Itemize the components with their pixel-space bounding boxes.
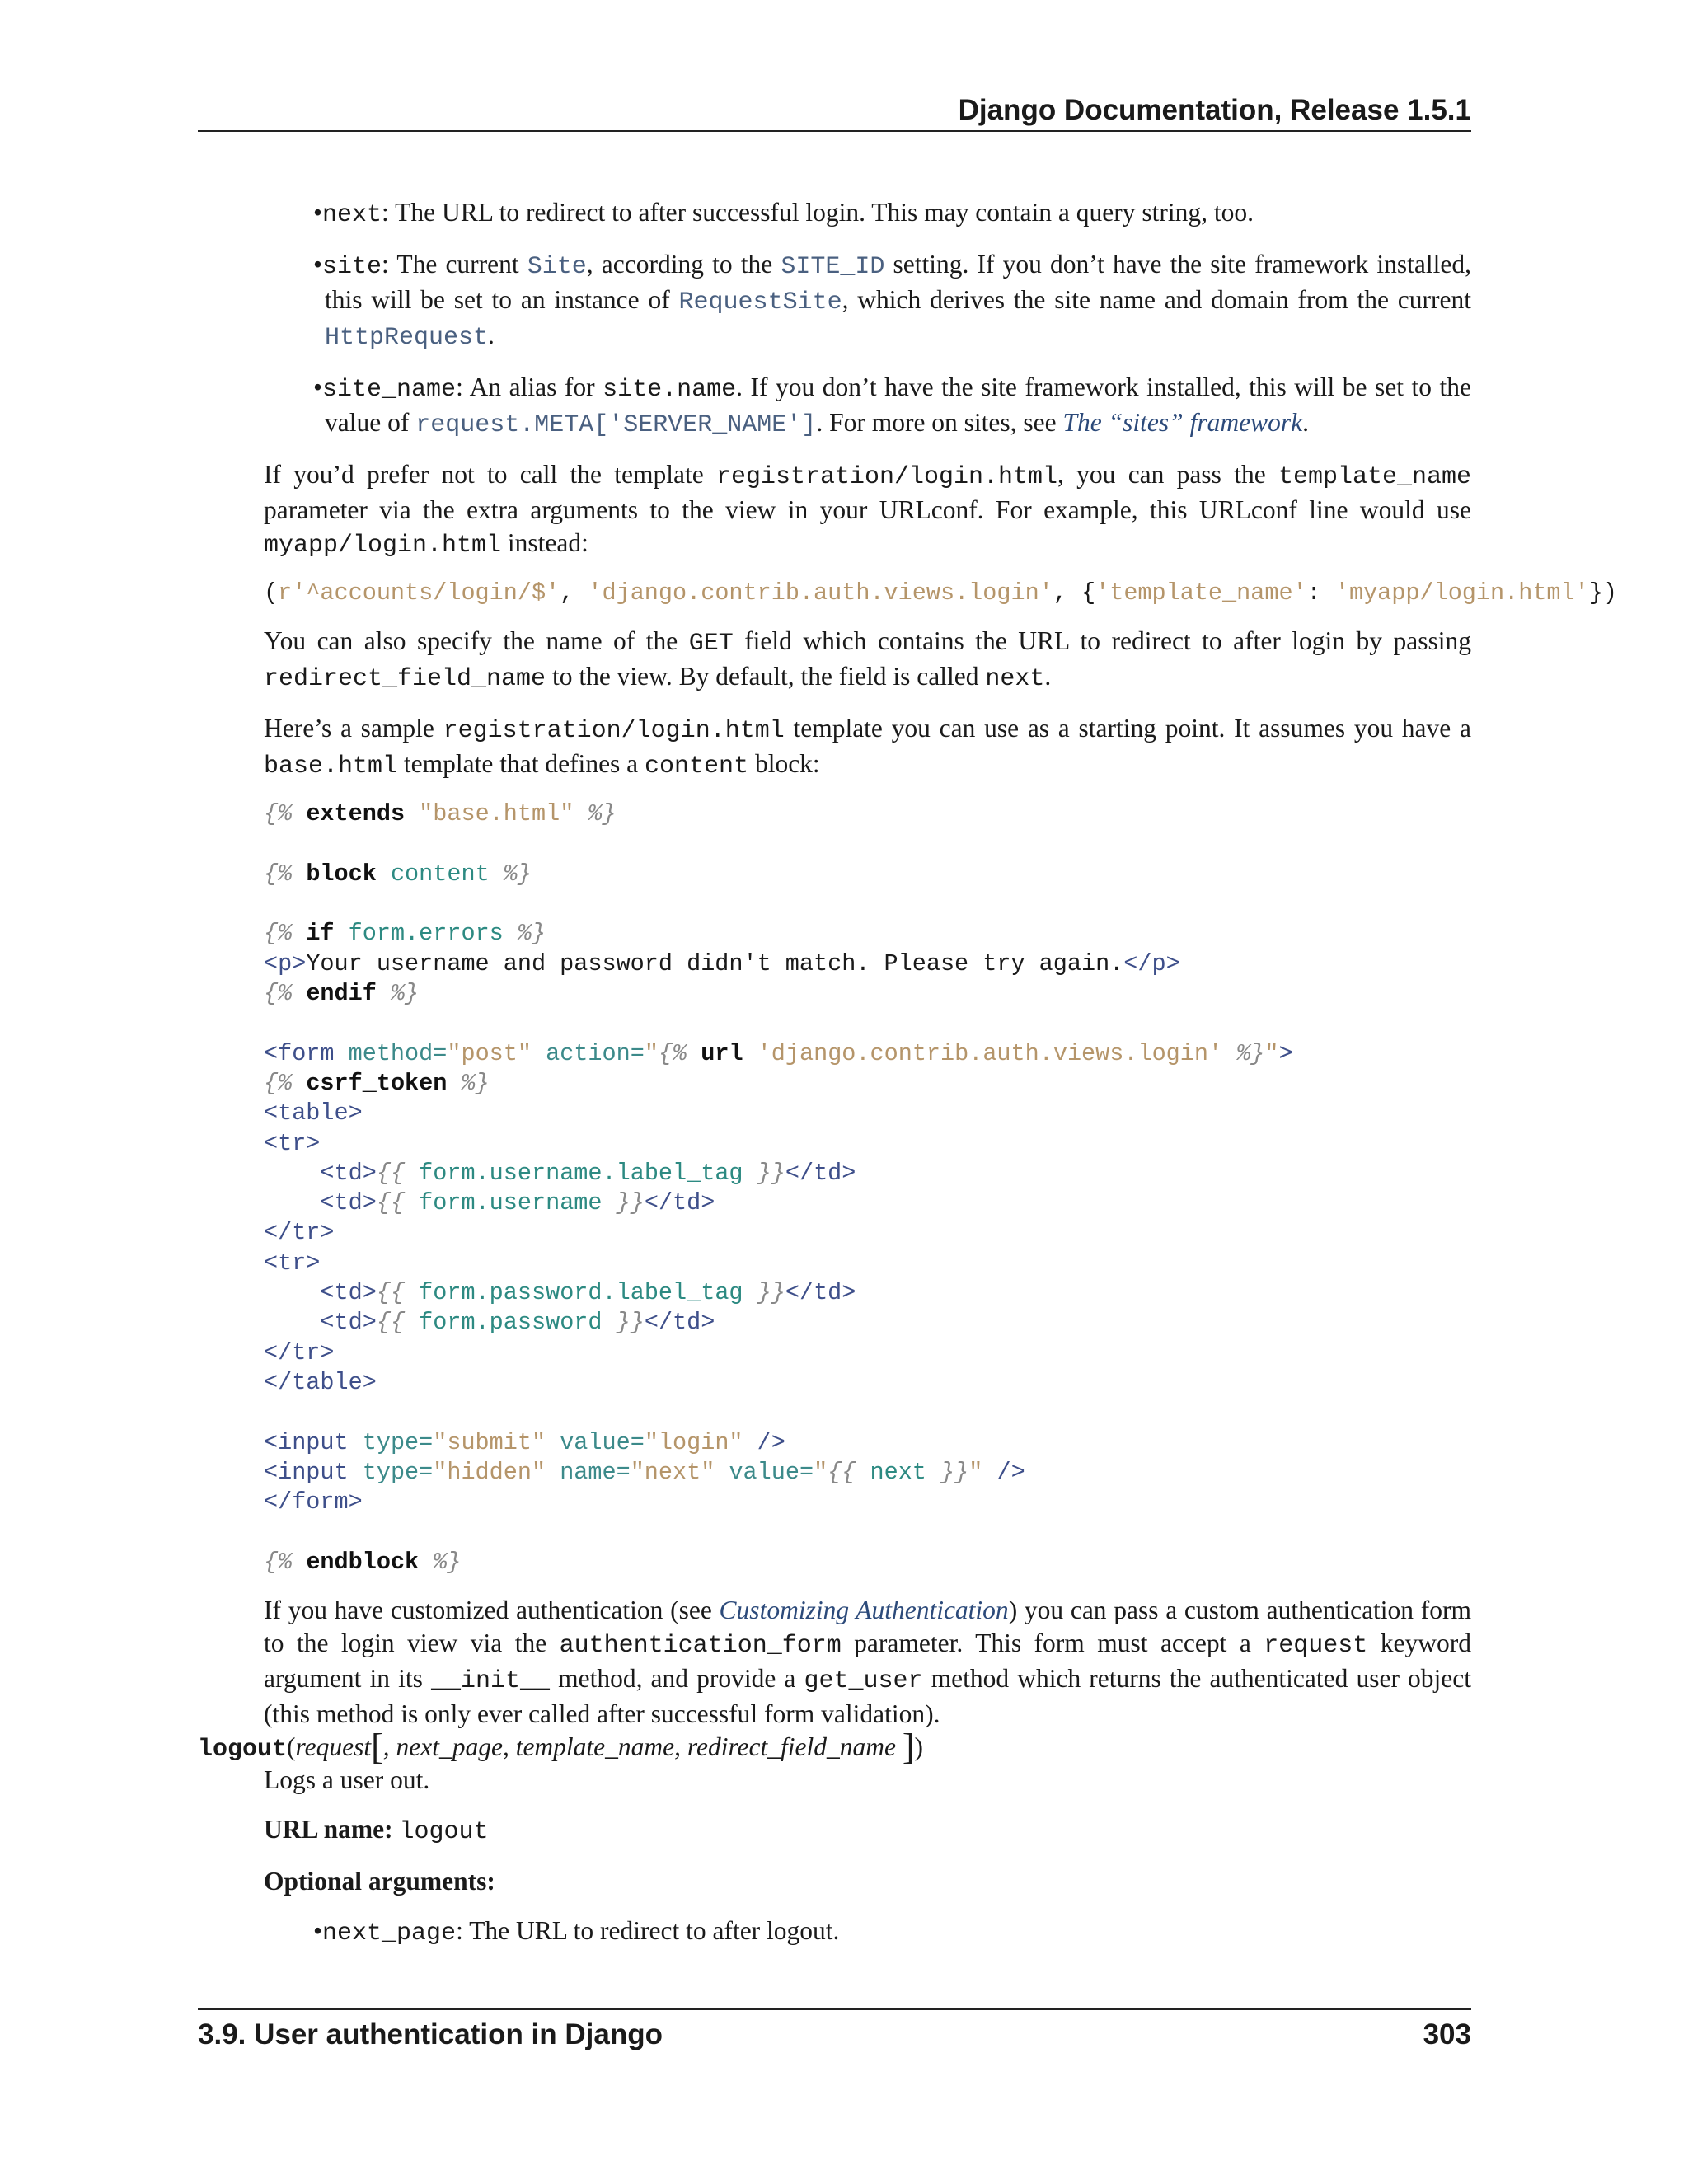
logout-signature: logout(request[, next_page, template_name, redirect_field_name ]) <box>198 1727 924 1767</box>
footer-page-number: 303 <box>1423 2018 1471 2050</box>
running-header: Django Documentation, Release 1.5.1 <box>198 91 1471 132</box>
paragraph-template-name: If you’d prefer not to call the template registration/login.html, you can pass the template_name parameter via the extra arguments to the view in your URLconf. For example, this URLconf line would use myapp/login.html instead: <box>264 460 1471 560</box>
paragraph-redirect-field: You can also specify the name of the GET field which contains the URL to redirect to after login by passing redirect_field_name to the view. By default, the field is called next. <box>264 626 1471 694</box>
paragraph-custom-auth: If you have customized authentication (see Customizing Authentication) you can pass a custom authentication form to the login view via the authentication_form parameter. This form must accept a request keyword argument in its __init__ method, and provide a get_user method which returns the authenticated user object (this method is only ever called after successful form validation). <box>264 1596 1472 1729</box>
logout-optional-label: Optional arguments: <box>264 1867 495 1896</box>
running-footer <box>198 2008 1471 2050</box>
link-httprequest[interactable]: HttpRequest <box>325 324 489 352</box>
paragraph-sample-template: Here’s a sample registration/login.html template you can use as a starting point. It assumes you have a base.html template that defines a content block: <box>264 714 1471 781</box>
code-urlconf: (r'^accounts/login/$', 'django.contrib.auth.views.login', {'template_name': 'myapp/login.html'}) <box>264 579 1617 607</box>
bullet-next: •next: The URL to redirect to after successful login. This may contain a query string, too. <box>313 198 1254 229</box>
link-customizing-authentication[interactable]: Customizing Authentication <box>719 1596 1009 1625</box>
page-body <box>264 196 1617 1747</box>
link-request-meta[interactable]: request.META['SERVER_NAME'] <box>415 411 817 439</box>
logout-body <box>264 1764 1471 1966</box>
bullet-site-name: •site_name: An alias for site.name. If you don’t have the site framework installed, this will be set to the value of request.META['SERVER_NAME']. For more on sites, see The “sites” framework. <box>313 373 1471 439</box>
link-sites-framework[interactable]: The “sites” framework <box>1062 408 1303 437</box>
bullet-site: •site: The current Site, according to the SITE_ID setting. If you don’t have the site framework installed, this will be set to an instance of RequestSite, which derives the site name and domain from the current HttpRequest. <box>313 250 1471 352</box>
logout-description: Logs a user out. <box>264 1765 430 1794</box>
link-site[interactable]: Site <box>527 253 587 281</box>
footer-section: 3.9. User authentication in Django <box>198 2018 663 2050</box>
code-login-template: {% extends "base.html" %} {% block content %} {% if form.errors %} <p>Your username and password didn't match. Please try again.</p> {% endif %} <form method="post" action="{% url 'django.contrib.auth.views.login' %}"> {% csrf_token %} <table> <tr> <td>{{ form.username.label_tag }}</td> <td>{{ form.username }}</td> </tr> <tr> <td>{{ form.password.label_tag }}</td> <td>{{ form.password }}</td> </tr> </table> <input type="submit" value="login" /> <input type="hidden" name="next" value="{{ next }}" /> </form> {% endblock %} <box>264 800 1293 1576</box>
bullet-next-page: •next_page: The URL to redirect to after logout. <box>313 1916 840 1947</box>
logout-url-name: URL name: logout <box>264 1815 489 1846</box>
link-requestsite[interactable]: RequestSite <box>678 288 842 316</box>
link-site-id[interactable]: SITE_ID <box>781 253 885 281</box>
